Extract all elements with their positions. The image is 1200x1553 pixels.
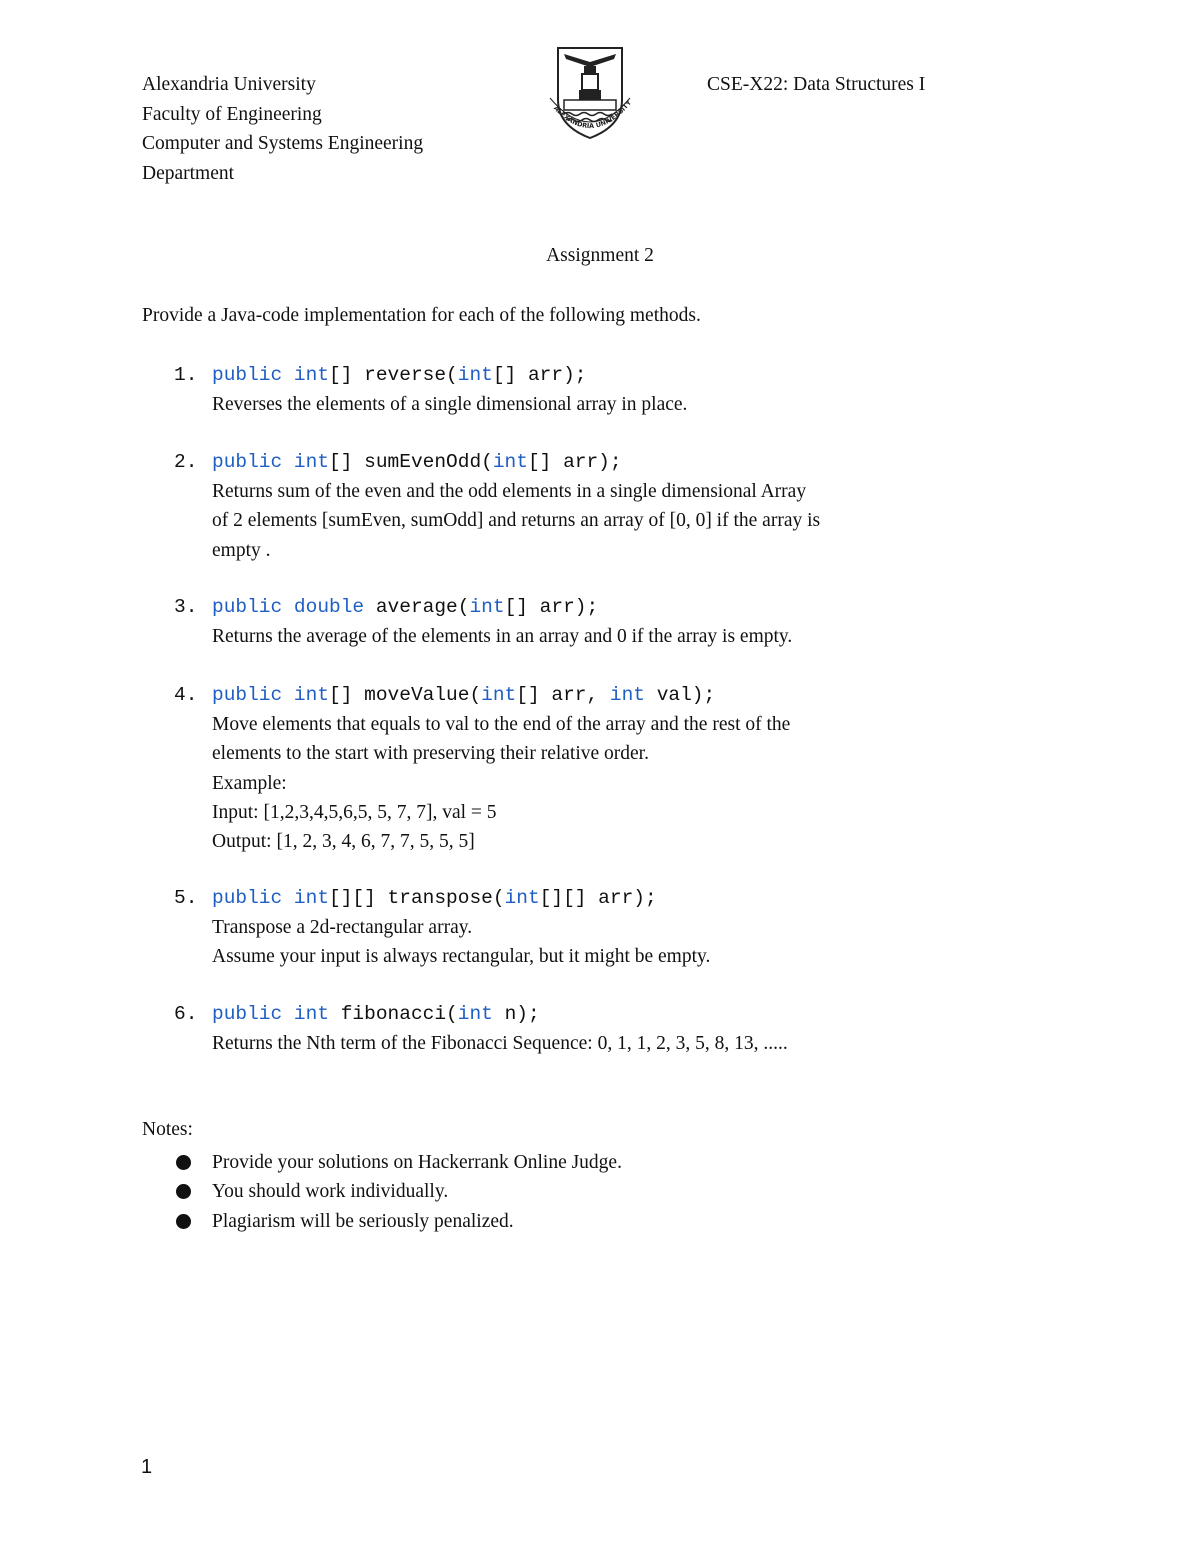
keyword: public bbox=[212, 887, 283, 909]
description-line: elements to the start with preserving their relative order. bbox=[212, 743, 649, 765]
signature-part: n); bbox=[492, 1003, 540, 1025]
keyword: public bbox=[212, 684, 283, 706]
method-description bbox=[212, 390, 954, 419]
keyword: int bbox=[293, 684, 330, 706]
signature-part: [][] arr); bbox=[539, 887, 657, 909]
signature-part: [][] transpose( bbox=[329, 887, 505, 909]
keyword: public bbox=[212, 596, 283, 618]
description-line: Returns the average of the elements in an array and 0 if the array is empty. bbox=[212, 626, 793, 647]
keyword: int bbox=[609, 684, 645, 706]
university-name: Alexandria University bbox=[142, 74, 316, 95]
description-line: Move elements that equals to val to the end of the array and the rest of the bbox=[212, 714, 791, 735]
note-text: You should work individually. bbox=[212, 1181, 449, 1203]
example-input: Input: [1,2,3,4,5,6,5, 5, 7, 7], val = 5 bbox=[212, 801, 497, 823]
course-code: CSE-X22: Data Structures I bbox=[707, 74, 926, 95]
keyword: public bbox=[212, 1003, 283, 1025]
note-text: Plagiarism will be seriously penalized. bbox=[212, 1210, 514, 1232]
department-name-line2: Department bbox=[142, 162, 235, 184]
example-output: Output: [1, 2, 3, 4, 6, 7, 7, 5, 5, 5] bbox=[212, 831, 475, 853]
method-item-average bbox=[174, 592, 954, 651]
notes-list bbox=[176, 1148, 622, 1236]
keyword: public bbox=[212, 364, 283, 386]
item-number: 5. bbox=[174, 887, 198, 909]
description-line: Returns the Nth term of the Fibonacci Sequence: 0, 1, 1, 2, 3, 5, 8, 13, ..... bbox=[212, 1033, 788, 1054]
department-name-line1: Computer and Systems Engineering bbox=[142, 133, 424, 154]
keyword: public bbox=[212, 451, 283, 473]
bullet-icon bbox=[176, 1184, 191, 1199]
note-text: Provide your solutions on Hackerrank Online Judge. bbox=[212, 1152, 622, 1173]
signature-part: [] arr); bbox=[504, 596, 599, 618]
description-line: Returns sum of the even and the odd elements in a single dimensional Array bbox=[212, 481, 807, 502]
method-item-fibonacci bbox=[174, 999, 954, 1058]
signature-part: val); bbox=[645, 684, 716, 706]
description-line: empty . bbox=[212, 539, 271, 561]
signature-part: average( bbox=[364, 596, 470, 618]
signature-part: [] arr); bbox=[527, 451, 622, 473]
signature-part: [] arr, bbox=[516, 684, 610, 706]
method-item-transpose bbox=[174, 883, 954, 972]
description-line: Transpose a 2d-rectangular array. bbox=[212, 917, 473, 938]
item-number: 4. bbox=[174, 684, 198, 706]
method-signature bbox=[174, 360, 954, 390]
note-item bbox=[176, 1148, 622, 1177]
method-description bbox=[212, 710, 954, 856]
keyword: int bbox=[293, 451, 330, 473]
keyword: int bbox=[504, 887, 540, 909]
method-item-move-value bbox=[174, 680, 954, 856]
method-description bbox=[212, 1029, 954, 1058]
method-signature bbox=[174, 883, 954, 913]
instructions: Provide a Java-code implementation for each of the following methods. bbox=[142, 305, 701, 326]
note-item bbox=[176, 1207, 622, 1236]
signature-part: [] sumEvenOdd( bbox=[329, 451, 493, 473]
example-label: Example: bbox=[212, 772, 287, 794]
assignment-title: Assignment 2 bbox=[546, 245, 654, 266]
method-item-sum-even-odd bbox=[174, 447, 954, 565]
method-signature bbox=[174, 999, 954, 1029]
signature-part: fibonacci( bbox=[329, 1003, 458, 1025]
method-description bbox=[212, 913, 954, 972]
bullet-icon bbox=[176, 1214, 191, 1229]
logo-text: ALEXANDRIA UNIVERSITY bbox=[552, 98, 634, 131]
item-number: 1. bbox=[174, 364, 198, 386]
method-description bbox=[212, 622, 954, 651]
item-number: 3. bbox=[174, 596, 198, 618]
signature-part: [] moveValue( bbox=[329, 684, 482, 706]
signature-part: [] arr); bbox=[492, 364, 587, 386]
method-item-reverse bbox=[174, 360, 954, 419]
description-line: of 2 elements [sumEven, sumOdd] and returns an array of [0, 0] if the array is bbox=[212, 510, 821, 532]
keyword: int bbox=[293, 1003, 330, 1025]
description-line: Reverses the elements of a single dimensional array in place. bbox=[212, 394, 688, 415]
notes-heading: Notes: bbox=[142, 1119, 193, 1140]
bullet-icon bbox=[176, 1155, 191, 1170]
keyword: int bbox=[293, 364, 330, 386]
keyword: int bbox=[469, 596, 505, 618]
method-description bbox=[212, 477, 954, 565]
note-item bbox=[176, 1177, 622, 1206]
item-number: 6. bbox=[174, 1003, 198, 1025]
faculty-name: Faculty of Engineering bbox=[142, 103, 322, 125]
page-number: 1 bbox=[141, 1456, 153, 1478]
keyword: int bbox=[293, 887, 330, 909]
keyword: int bbox=[481, 684, 517, 706]
item-number: 2. bbox=[174, 451, 198, 473]
method-signature bbox=[174, 680, 954, 710]
keyword: int bbox=[492, 451, 528, 473]
keyword: double bbox=[293, 596, 365, 618]
description-line: Assume your input is always rectangular, but it might be empty. bbox=[212, 946, 711, 968]
method-signature bbox=[174, 592, 954, 622]
keyword: int bbox=[457, 1003, 493, 1025]
method-signature bbox=[174, 447, 954, 477]
signature-part: [] reverse( bbox=[329, 364, 458, 386]
keyword: int bbox=[457, 364, 493, 386]
university-logo bbox=[544, 42, 636, 142]
institution-header bbox=[142, 70, 423, 188]
